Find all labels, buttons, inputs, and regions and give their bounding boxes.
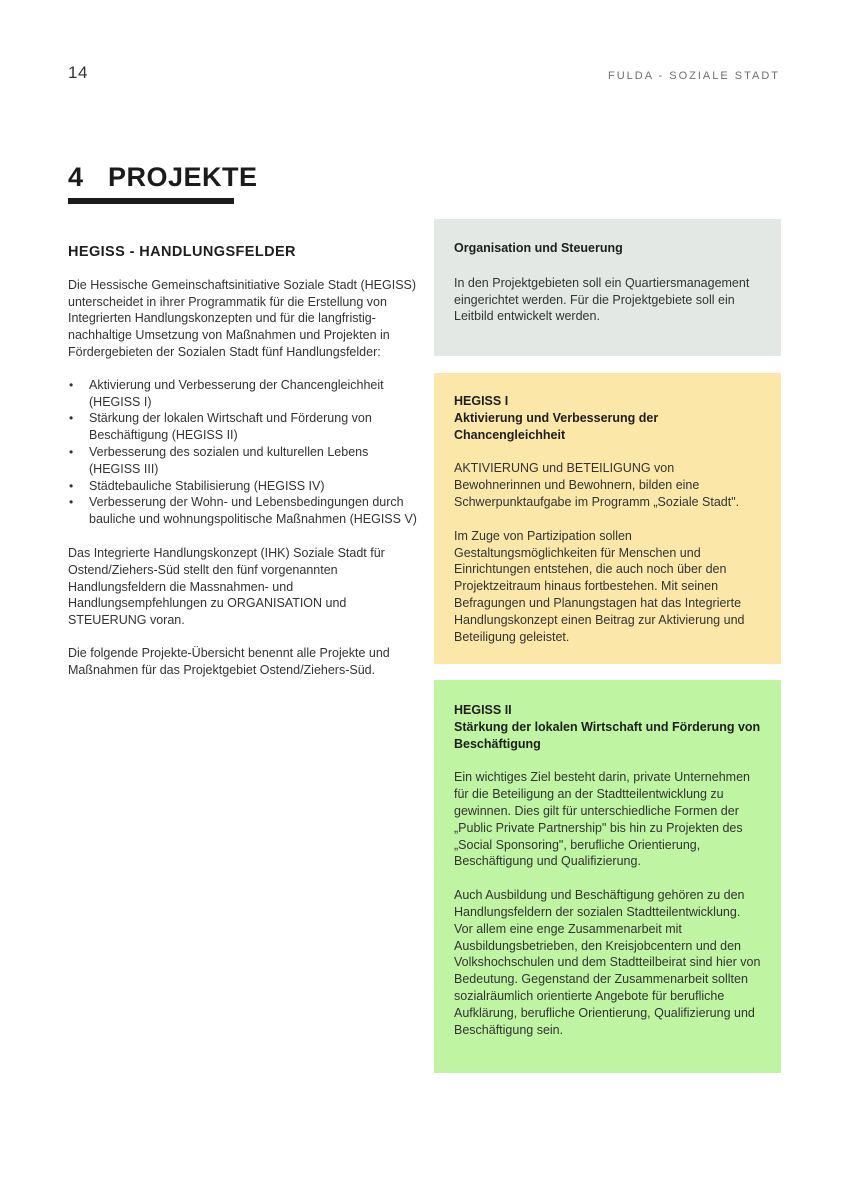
hegiss1-box-text: Im Zuge von Partizipation sollen Gestaltungsmöglichkeiten für Menschen und Einrichtungen entstehen, die auch noch über den Projektzeitraum hinaus fortbestehen. Mit seinen Befragungen und Planungstagen hat das Integrierte Handlungskonzept einen Beitrag zur Aktivierung und Beteiligung geleistet. [454, 528, 745, 644]
chapter-title-text: PROJEKTE [108, 162, 258, 192]
handlungsfelder-list [68, 377, 418, 528]
chapter-number: 4 [68, 162, 84, 192]
hegiss2-box-text: Auch Ausbildung und Beschäftigung gehören zu den Handlungsfeldern der sozialen Stadtteilentwicklung. Vor allem eine enge Zusammenarbeit mit Ausbildungsbetrieben, den Kreisjobcentern und den Volkshochschulen und dem Stadtteilbeirat sind hier von Bedeutung. Gegenstand der Zusammenarbeit sollten sozialräumlich orientierte Angebote für berufliche Aufklärung, berufliche Orientierung, Qualifizierung und Beschäftigung sein. [454, 888, 761, 1037]
overview-paragraph: Die folgende Projekte-Übersicht benennt alle Projekte und Maßnahmen für das Projektgebiet Ostend/Ziehers-Süd. [68, 645, 390, 677]
hegiss1-box-label: HEGISS I [454, 394, 509, 408]
hegiss2-box-label: HEGISS II [454, 703, 512, 717]
list-item: • Stärkung der lokalen Wirtschaft und Förderung von Beschäftigung (HEGISS II) [68, 410, 418, 444]
organisation-box [434, 219, 781, 356]
hegiss1-box [434, 373, 781, 664]
list-item: • Verbesserung des sozialen und kulturellen Lebens (HEGISS III) [68, 444, 418, 478]
chapter-underline [68, 198, 234, 204]
intro-paragraph: Die Hessische Gemeinschaftsinitiative Soziale Stadt (HEGISS) unterscheidet in ihrer Programmatik für die Erstellung von Integrierten Handlungskonzepten und für die langfristig-nachhaltige Umsetzung von Maßnahmen und Projekten in Fördergebieten der Sozialen Stadt fünf Handlungsfelder: [68, 277, 417, 359]
running-header: FULDA - SOZIALE STADT [608, 70, 780, 82]
chapter-title [68, 162, 258, 193]
list-item: • Verbesserung der Wohn- und Lebensbedingungen durch bauliche und wohnungspolitische Maßnahmen (HEGISS V) [68, 494, 418, 528]
hegiss1-box-title: Aktivierung und Verbesserung der Chancengleichheit [454, 410, 659, 442]
section-heading: HEGISS - HANDLUNGSFELDER [68, 244, 296, 260]
hegiss1-box-text: AKTIVIERUNG und BETEILIGUNG von Bewohnerinnen und Bewohnern, bilden eine Schwerpunktaufgabe im Programm „Soziale Stadt". [454, 461, 740, 509]
left-column [68, 244, 418, 695]
page-number: 14 [68, 63, 88, 82]
organisation-box-title: Organisation und Steuerung [454, 241, 623, 255]
list-item: • Städtebauliche Stabilisierung (HEGISS IV) [68, 478, 418, 495]
list-item: • Aktivierung und Verbesserung der Chancengleichheit (HEGISS I) [68, 377, 418, 411]
hegiss2-box [434, 680, 781, 1073]
organisation-box-text: In den Projektgebieten soll ein Quartiersmanagement eingerichtet werden. Für die Projektgebiete soll ein Leitbild entwickelt werden. [454, 275, 750, 324]
hegiss2-box-title: Stärkung der lokalen Wirtschaft und Förderung von Beschäftigung [454, 719, 761, 751]
ihk-paragraph: Das Integrierte Handlungskonzept (IHK) Soziale Stadt für Ostend/Ziehers-Süd stellt den fünf vorgenannten Handlungsfeldern die Massnahmen- und Handlungsempfehlungen zu ORGANISATION und STEUERUNG voran. [68, 545, 385, 628]
hegiss2-box-text: Ein wichtiges Ziel besteht darin, private Unternehmen für die Beteiligung an der Stadtteilentwicklung zu gewinnen. Dies gilt für unterschiedliche Formen der „Public Private Partnership" bis hin zu Projekten des „Social Sponsoring", berufliche Orientierung, Beschäftigung und Qualifizierung. [454, 770, 750, 869]
